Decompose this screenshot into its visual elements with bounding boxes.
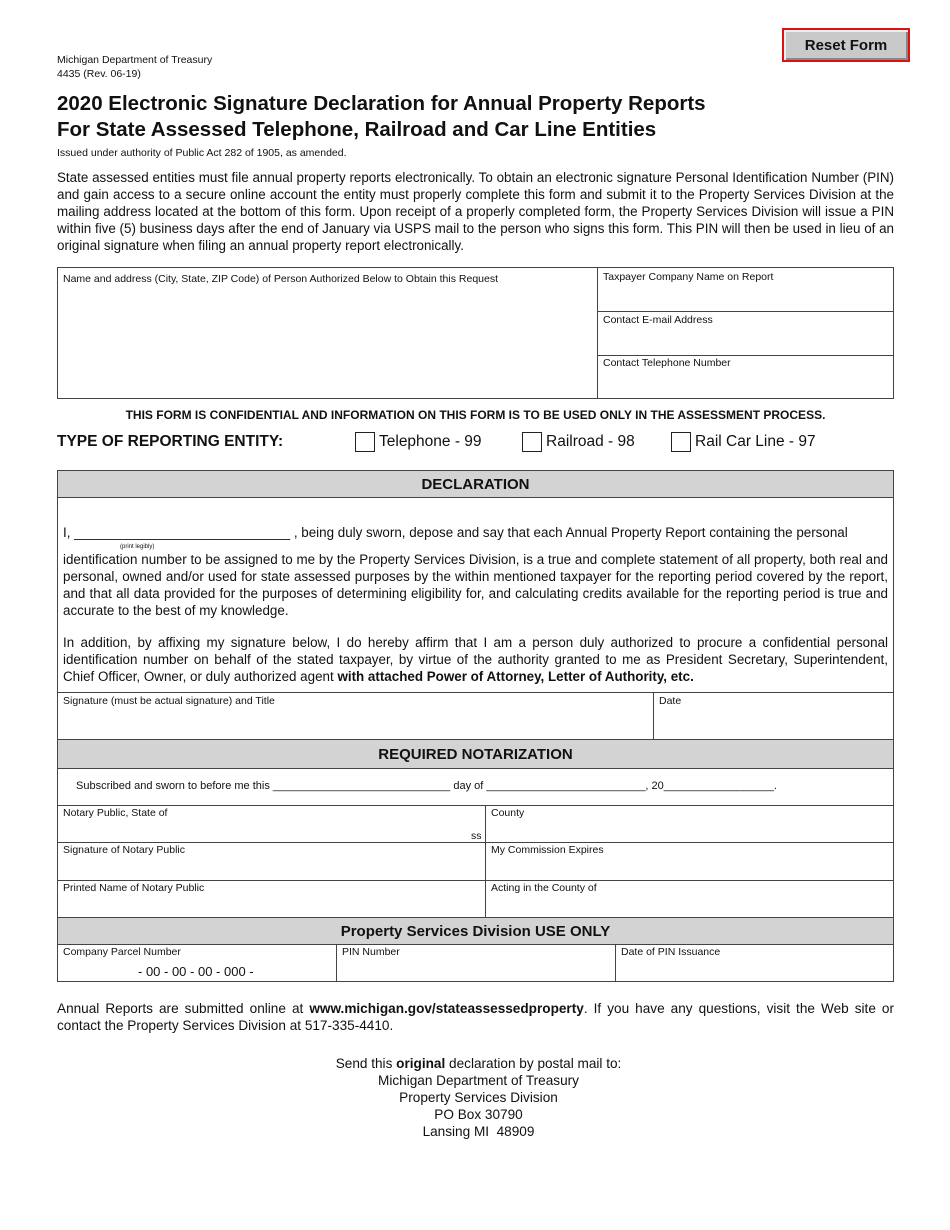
company-name-label: Taxpayer Company Name on Report xyxy=(603,271,774,283)
address-line-2: Property Services Division xyxy=(399,1089,558,1105)
title-line-2: For State Assessed Telephone, Railroad and Car Line Entities xyxy=(57,118,657,141)
sworn-row xyxy=(57,768,894,806)
phone-label: Contact Telephone Number xyxy=(603,357,731,369)
page-title xyxy=(57,91,706,143)
acting-county-field[interactable] xyxy=(485,880,894,918)
submission-website-link[interactable]: www.michigan.gov/stateassessedproperty xyxy=(309,1001,584,1016)
commission-expires-field[interactable] xyxy=(485,842,894,881)
sworn-line[interactable]: Subscribed and sworn to before me this _____________________________ day of __________________________, 20__________________. xyxy=(76,780,777,792)
send-pre: Send this xyxy=(335,1056,397,1071)
notary-printed-name-field[interactable] xyxy=(57,880,486,918)
name-address-label: Name and address (City, State, ZIP Code) of Person Authorized Below to Obtain this Request xyxy=(63,273,499,285)
pin-issuance-date-field[interactable] xyxy=(615,944,894,982)
acting-county-label: Acting in the County of xyxy=(491,882,597,894)
address-line-4: Lansing MI 48909 xyxy=(422,1123,535,1139)
confidential-notice: THIS FORM IS CONFIDENTIAL AND INFORMATION ON THIS FORM IS TO BE USED ONLY IN THE ASSESSMENT PROCESS. xyxy=(125,408,826,422)
authority-note: Issued under authority of Public Act 282 of 1905, as amended. xyxy=(57,147,347,159)
send-post: declaration by postal mail to: xyxy=(445,1056,622,1071)
rail-car-line-option-label: Rail Car Line - 97 xyxy=(695,433,816,450)
pin-number-field[interactable] xyxy=(336,944,616,982)
notarization-heading: REQUIRED NOTARIZATION xyxy=(57,739,894,769)
address-line-1: Michigan Department of Treasury xyxy=(378,1072,579,1088)
notary-state-field[interactable] xyxy=(57,805,486,843)
county-label: County xyxy=(491,807,525,819)
online-submission-note xyxy=(57,1000,894,1034)
intro-paragraph: State assessed entities must file annual property reports electronically. To obtain an electronic signature Personal Identification Number (PIN) and gain access to a secure online account the entity must properly complete this form and submit it to the Property Services Division at the mailing address located at the bottom of this form. Upon receipt of a properly completed form, the Property Services Division will issue a PIN within five (5) business days after the end of January via USPS mail to the person who signs this form. This PIN will then be used in lieu of an original signature when filing an annual property report electronically. xyxy=(57,170,894,254)
send-original: original xyxy=(396,1056,446,1071)
parcel-number-label: Company Parcel Number xyxy=(63,946,181,958)
email-label: Contact E-mail Address xyxy=(603,314,713,326)
declaration-paragraph-2-text: In addition, by affixing my signature below, I do hereby affirm that I am a person duly authorized to procure a confidential personal identification number on behalf of the stated taxpayer, by virtue of the authority granted to me as President Secretary, Superintendent, Chief Officer, Owner, or duly authorized agent xyxy=(63,635,888,685)
parcel-number-value: - 00 - 00 - 00 - 000 - xyxy=(138,964,254,979)
declaration-line-1: I, _____________________________ , being duly sworn, depose and say that each Annual Property Report containing the personal xyxy=(63,525,848,540)
mailing-address-block xyxy=(57,1056,900,1141)
notary-signature-field[interactable] xyxy=(57,842,486,881)
date-field[interactable] xyxy=(653,692,894,740)
print-legibly-hint: (print legibly) xyxy=(120,544,155,550)
declaration-poa-note: with attached Power of Attorney, Letter of Authority, etc. xyxy=(337,669,694,685)
notary-signature-label: Signature of Notary Public xyxy=(63,844,185,856)
send-instruction xyxy=(57,1056,900,1073)
title-line-1: 2020 Electronic Signature Declaration for Annual Property Reports xyxy=(57,92,706,115)
commission-expires-label: My Commission Expires xyxy=(491,844,604,856)
form-number: 4435 (Rev. 06-19) xyxy=(57,68,141,80)
telephone-option-label: Telephone - 99 xyxy=(379,433,482,450)
county-field[interactable] xyxy=(485,805,894,843)
parcel-number-field[interactable] xyxy=(57,944,337,982)
declaration-paragraph-1: identification number to be assigned to me by the Property Services Division, is a true and complete statement of all property, both real and personal, owned and/or used for state assessed purposes by the within mentioned taxpayer for the reporting period covered by the report, and that all data provided for the purposes of determining eligibility for, and calculating credits available for the reporting period is true and accurate to the best of my knowledge. xyxy=(63,552,888,619)
railroad-option-label: Railroad - 98 xyxy=(546,433,635,450)
railroad-checkbox[interactable] xyxy=(522,432,542,452)
rail-car-line-checkbox[interactable] xyxy=(671,432,691,452)
signature-label: Signature (must be actual signature) and Title xyxy=(63,695,275,707)
agency-header xyxy=(57,53,212,81)
ss-mark: ss xyxy=(471,830,482,842)
phone-field[interactable] xyxy=(597,355,894,399)
telephone-checkbox[interactable] xyxy=(355,432,375,452)
signature-field[interactable] xyxy=(57,692,654,740)
entity-type-label: TYPE OF REPORTING ENTITY: xyxy=(57,433,284,450)
email-field[interactable] xyxy=(597,311,894,356)
name-address-field[interactable] xyxy=(57,267,598,399)
online-pre: Annual Reports are submitted online at xyxy=(57,1001,310,1016)
address-line-3: PO Box 30790 xyxy=(434,1106,523,1122)
agency-name: Michigan Department of Treasury xyxy=(57,54,213,66)
notary-printed-name-label: Printed Name of Notary Public xyxy=(63,882,205,894)
declarant-name-input[interactable] xyxy=(76,523,296,541)
pin-number-label: PIN Number xyxy=(342,946,400,958)
declaration-heading: DECLARATION xyxy=(57,470,894,498)
declaration-paragraph-2 xyxy=(63,634,888,685)
reset-form-button[interactable]: Reset Form xyxy=(782,28,910,62)
division-use-heading: Property Services Division USE ONLY xyxy=(57,917,894,945)
online-post: . If you have any questions, visit the Web site or contact the Property Services Division at 517-335-4410. xyxy=(57,1001,894,1034)
notary-state-label: Notary Public, State of xyxy=(63,807,168,819)
company-name-field[interactable] xyxy=(597,267,894,312)
date-label: Date xyxy=(659,695,682,707)
pin-issuance-date-label: Date of PIN Issuance xyxy=(621,946,721,958)
